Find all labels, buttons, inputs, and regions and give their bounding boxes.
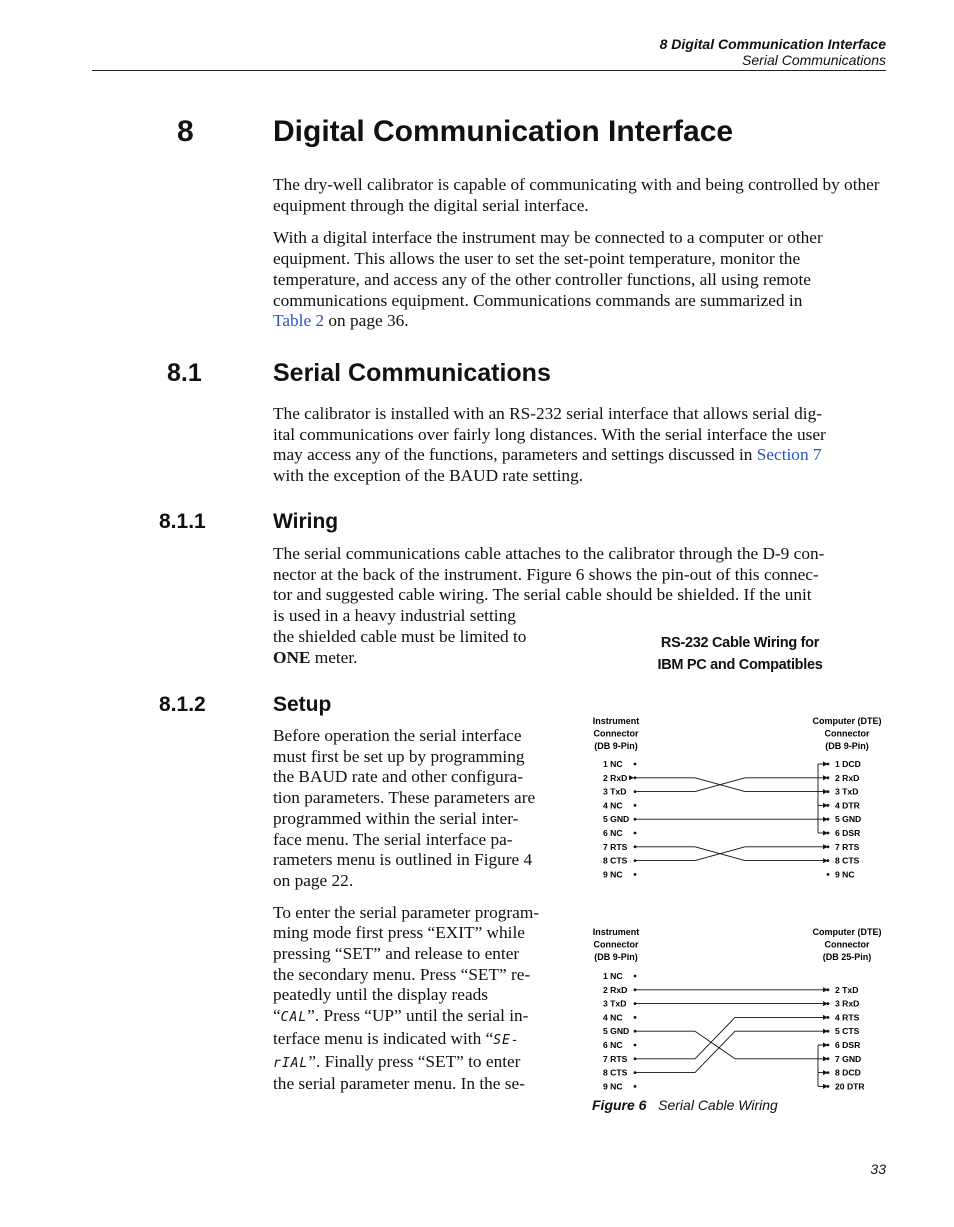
left-pin-label: 1 NC [603, 971, 623, 981]
right-pin-label: 5 CTS [835, 1026, 860, 1037]
wire-arrow [823, 1070, 828, 1075]
right-pin-label: 2 RxD [835, 772, 860, 783]
s811-line: nector at the back of the instrument. Figure 6 shows the pin-out of this connec- [273, 564, 819, 584]
right-pin-label: 3 RxD [835, 998, 860, 1009]
left-connector-header: (DB 9-Pin) [594, 741, 638, 751]
pin-dot [634, 832, 637, 835]
s81-line: The calibrator is installed with an RS-232 serial interface that allows serial dig- [273, 404, 822, 423]
right-connector-header: (DB 9-Pin) [825, 741, 869, 751]
lcd-se: SE- [493, 1032, 520, 1048]
left-pin-label: 5 GND [603, 814, 630, 825]
right-pin-label: 8 DCD [835, 1067, 861, 1078]
pin-dot [634, 1016, 637, 1019]
right-pin-label: 7 GND [835, 1053, 862, 1064]
left-pin-label: 5 GND [603, 1026, 630, 1037]
right-pin-label: 8 CTS [835, 855, 860, 866]
setup-line: ”. Press “UP” until the serial in- [307, 1006, 529, 1026]
right-pin-label: 9 NC [835, 869, 855, 880]
wire-arrow [823, 775, 828, 780]
right-pin-label: 3 TxD [835, 786, 859, 797]
s811-line: the shielded cable must be limited to [273, 626, 527, 646]
setup-line: peatedly until the display reads [273, 985, 488, 1005]
left-pin-label: 3 TxD [603, 786, 627, 797]
right-pin-label: 6 DSR [835, 1040, 861, 1050]
wire-gnd-cross [695, 1031, 735, 1059]
figure-caption [592, 1097, 778, 1113]
setup-line: the BAUD rate and other configura- [273, 767, 524, 787]
chapter-body [273, 175, 888, 332]
figure-title-line: RS-232 Cable Wiring for [660, 635, 820, 651]
setup-line: must first be set up by programming [273, 746, 525, 766]
caption-label: Figure 6 [592, 1097, 647, 1113]
bottom-wiring-db9-db25 [593, 927, 882, 1091]
wire-arrow [823, 1056, 828, 1061]
left-pin-label: 9 NC [603, 869, 623, 880]
section-8-1-number: 8.1 [167, 359, 202, 387]
setup-line: ”. Finally press “SET” to enter [308, 1051, 521, 1071]
setup-line: programmed within the serial inter- [273, 808, 519, 828]
pin-dot [634, 975, 637, 978]
running-header [660, 36, 886, 68]
right-pin-label: 2 TxD [835, 984, 859, 995]
para2-line: With a digital interface the instrument may be connected to a computer or other [273, 228, 823, 248]
chapter-number: 8 [177, 115, 194, 148]
pin-dot [634, 1044, 637, 1047]
wire-arrow [823, 831, 828, 836]
right-connector-header: Connector [824, 939, 870, 950]
setup-line: face menu. The serial interface pa- [273, 829, 513, 849]
right-pin-label: 1 DCD [835, 759, 861, 769]
setup-line: the secondary menu. Press “SET” re- [273, 964, 531, 984]
figure-title [585, 632, 895, 676]
one-bold: ONE [273, 647, 311, 667]
right-connector-header: Computer (DTE) [812, 927, 882, 937]
wiring-diagram [585, 710, 895, 1100]
chapter-para2 [273, 228, 888, 332]
left-pin-label: 2 RxD [603, 984, 628, 995]
left-pin-label: 8 CTS [603, 855, 628, 866]
section-8-1-2-title: Setup [273, 693, 332, 716]
s811-line: is used in a heavy industrial setting [273, 606, 516, 626]
right-pin-label: 7 RTS [835, 841, 860, 852]
left-pin-label: 3 TxD [603, 998, 627, 1009]
right-pin-label: 5 GND [835, 814, 862, 825]
lcd-cal: CAL [280, 1010, 308, 1026]
top-wiring-db9-db9 [593, 716, 882, 879]
caption-text: Serial Cable Wiring [658, 1097, 778, 1113]
section-8-1-body [273, 404, 893, 487]
setup-line: tion parameters. These parameters are [273, 788, 536, 808]
setup-line: terface menu is indicated with “ [273, 1028, 494, 1048]
left-pin-label: 6 NC [603, 1040, 623, 1050]
wire-arrow [823, 1043, 828, 1048]
setup-line: Before operation the serial interface [273, 726, 522, 745]
lcd-rial: rIAL [273, 1055, 309, 1071]
left-pin-label: 6 NC [603, 828, 623, 838]
para2-line: temperature, and access any of the other controller functions, all using remote [273, 269, 811, 289]
section-8-1-1-title: Wiring [273, 510, 339, 533]
para2-line: communications equipment. Communications commands are summarized in [273, 290, 803, 310]
wire-cts-cross [695, 1031, 735, 1072]
para2-tail: on page 36. [324, 311, 409, 331]
left-pin-label: 8 CTS [603, 1067, 628, 1078]
s811-line: The serial communications cable attaches to the calibrator through the D-9 con- [273, 544, 825, 563]
wire-arrow [823, 1001, 828, 1006]
figure-6 [585, 632, 895, 676]
section-8-1-2-number: 8.1.2 [159, 693, 206, 716]
setup-line: ming mode first press “EXIT” while [273, 923, 525, 943]
wire-arrow [823, 858, 828, 863]
s811-line: tor and suggested cable wiring. The serial cable should be shielded. If the unit [273, 585, 812, 605]
wire-arrow [823, 803, 828, 808]
left-pin-label: 7 RTS [603, 841, 628, 852]
right-connector-header: Computer (DTE) [812, 716, 882, 726]
wire-arrow [823, 762, 828, 767]
left-pin-label: 7 RTS [603, 1053, 628, 1064]
s81-line: may access any of the functions, parameters and settings discussed in [273, 445, 757, 465]
header-chapter: 8 Digital Communication Interface [659, 36, 886, 52]
left-connector-header: (DB 9-Pin) [594, 952, 638, 962]
wire-arrow [823, 987, 828, 992]
left-connector-header: Instrument [592, 927, 640, 937]
left-pin-label: 4 NC [603, 1012, 623, 1023]
left-connector-header: Connector [593, 939, 639, 950]
wire-rts-cross [695, 1017, 735, 1058]
wire-arrow [823, 1015, 828, 1020]
right-pin-label: 4 DTR [835, 800, 860, 811]
section-8-1-2-body [273, 726, 573, 1095]
setup-line: on page 22. [273, 870, 354, 890]
wire-arrow [823, 1029, 828, 1034]
table-2-link[interactable]: Table 2 [273, 311, 325, 331]
left-pin-label: 9 NC [603, 1081, 623, 1092]
s81-line: ital communications over fairly long distances. With the serial interface the user [273, 424, 826, 444]
section-7-link[interactable]: Section 7 [756, 445, 822, 465]
pin-dot [634, 763, 637, 766]
pin-dot [634, 804, 637, 807]
left-pin-label: 2 RxD [603, 772, 628, 783]
right-pin-label: 4 RTS [835, 1012, 860, 1023]
figure-title-line: IBM PC and Compatibles [657, 657, 823, 673]
right-pin-label: 20 DTR [835, 1081, 865, 1092]
left-connector-header: Instrument [592, 716, 640, 726]
setup-line: “ [273, 1006, 281, 1026]
setup-para2 [273, 903, 573, 1095]
right-pin-label: 6 DSR [835, 828, 861, 838]
pin-dot [634, 1085, 637, 1088]
header-section: Serial Communications [742, 52, 886, 68]
setup-para1 [273, 726, 573, 892]
right-connector-header: Connector [824, 728, 870, 739]
pin-dot [634, 873, 637, 876]
s81-line: with the exception of the BAUD rate setting. [273, 466, 584, 486]
s811-tail: meter. [310, 647, 358, 667]
setup-line: rameters menu is outlined in Figure 4 [273, 850, 533, 870]
chapter-para1: The dry-well calibrator is capable of communicating with and being controlled by other equipment through the digital serial interface. [273, 175, 880, 215]
section-8-1-title: Serial Communications [273, 359, 551, 387]
left-connector-header: Connector [593, 728, 639, 739]
pin-dot [827, 873, 830, 876]
setup-line: the serial parameter menu. In the se- [273, 1074, 525, 1094]
wire-arrow [823, 789, 828, 794]
left-pin-label: 1 NC [603, 759, 623, 769]
wire-arrow [629, 775, 634, 780]
chapter-title: Digital Communication Interface [273, 115, 734, 148]
wire-arrow [823, 844, 828, 849]
left-pin-label: 4 NC [603, 800, 623, 811]
setup-line: To enter the serial parameter program- [273, 902, 540, 922]
header-rule [92, 70, 886, 71]
para2-line: equipment. This allows the user to set the set-point temperature, monitor the [273, 249, 801, 269]
right-connector-header: (DB 25-Pin) [822, 952, 872, 962]
wire-arrow [823, 817, 828, 822]
section-8-1-1-number: 8.1.1 [159, 510, 206, 533]
wire-arrow [823, 1084, 828, 1089]
page-number: 33 [870, 1161, 886, 1177]
setup-line: pressing “SET” and release to enter [273, 944, 520, 964]
